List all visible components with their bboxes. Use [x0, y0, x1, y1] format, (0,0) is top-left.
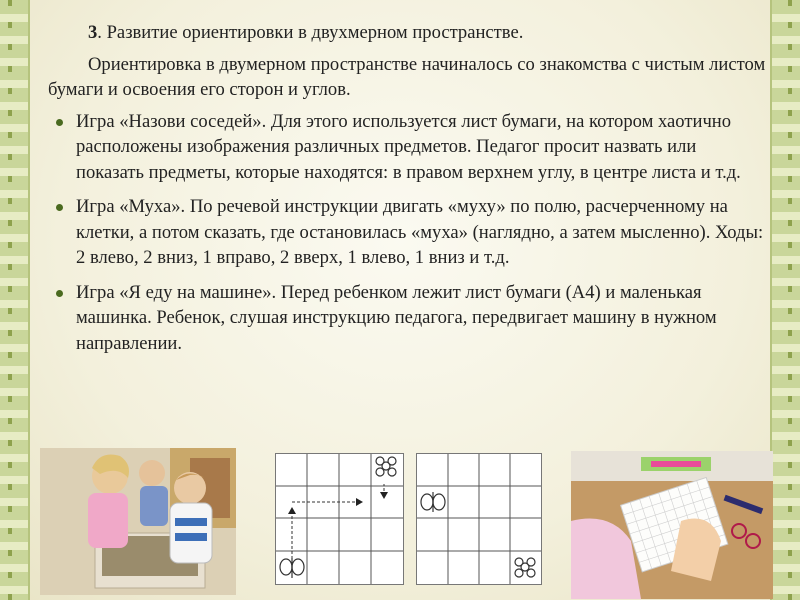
children-sand-table-photo	[40, 448, 236, 595]
slide-content	[48, 20, 768, 365]
butterfly-icon	[421, 492, 445, 512]
intro-paragraph: Ориентировка в двумерном пространстве начиналось со знакомства с чистым листом бумаги и освоения его сторон и углов.	[48, 53, 766, 100]
flower-icon	[515, 558, 535, 577]
left-decorative-border	[0, 0, 30, 600]
game-item-name-neighbors: Игра «Назови соседей». Для этого используется лист бумаги, на котором хаотично расположены изображения различных предметов. Педагог просит назвать или показать предметы, которые находятся: в правом верхнем углу, в центре листа и т.д.	[48, 109, 768, 186]
game-list	[48, 109, 768, 357]
butterfly-icon	[280, 558, 304, 578]
section-number: 3	[88, 22, 98, 43]
left-stitch-decoration	[8, 0, 12, 600]
section-title: . Развитие ориентировки в двухмерном пространстве.	[97, 22, 524, 43]
game-item-driving-car: Игра «Я еду на машине». Перед ребенком лежит лист бумаги (А4) и маленькая машинка. Ребенок, слушая инструкцию педагога, передвигает машину в нужном направлении.	[48, 280, 768, 357]
child-drawing-photo	[571, 451, 773, 599]
neighbors-game-grid	[416, 453, 542, 585]
flower-icon	[376, 457, 396, 476]
section-heading	[48, 20, 768, 46]
right-decorative-border	[770, 0, 800, 600]
right-stitch-decoration	[788, 0, 792, 600]
game-item-fly: Игра «Муха». По речевой инструкции двигать «муху» по полю, расчерченному на клетки, а потом сказать, где остановилась «муха» (наглядно, а затем мысленно). Ходы: 2 влево, 2 вниз, 1 вправо, 2 вверх, 1 влево, 1 вниз и т.д.	[48, 194, 768, 271]
fly-game-grid	[275, 453, 404, 585]
